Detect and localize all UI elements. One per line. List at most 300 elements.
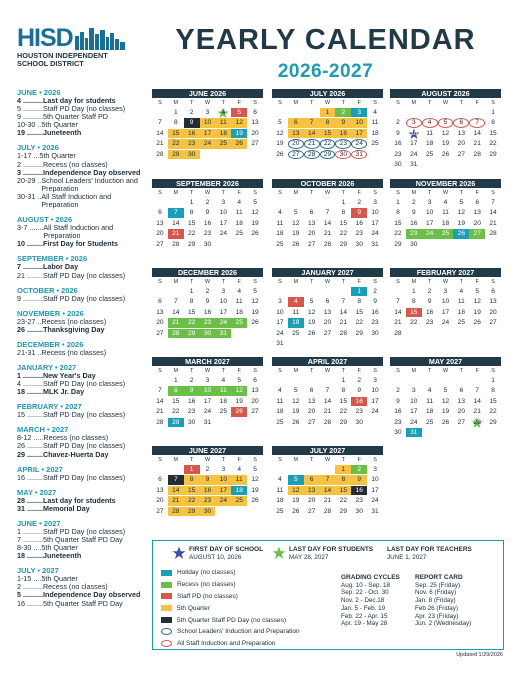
event-item bbox=[17, 451, 147, 459]
day-grid bbox=[390, 99, 501, 169]
month-calendar bbox=[152, 89, 263, 159]
calendar-day: 6 bbox=[253, 109, 257, 116]
calendar-day: 14 bbox=[156, 397, 164, 405]
calendar-day: 30 bbox=[394, 160, 402, 168]
calendar-day: 28 bbox=[469, 418, 485, 427]
calendar-day: 11 bbox=[276, 219, 284, 227]
grading-cycle: Apr. 19 - May 28 bbox=[341, 620, 388, 628]
calendar-day: 28 bbox=[489, 230, 497, 238]
calendar-day: 26 bbox=[231, 139, 247, 148]
calendar-day: 28 bbox=[323, 418, 332, 426]
calendar-day: 9 bbox=[184, 118, 200, 127]
day-grid bbox=[390, 367, 501, 437]
legend-swatch bbox=[161, 617, 172, 623]
calendar-day: 23 bbox=[335, 139, 351, 148]
empty-day bbox=[390, 108, 406, 117]
event-month-heading: APRIL • 2027 bbox=[17, 464, 63, 474]
calendar-day: 16 bbox=[184, 129, 200, 138]
calendar-day: 19 bbox=[292, 497, 300, 505]
calendar-day: 10 bbox=[425, 209, 434, 217]
empty-day bbox=[304, 376, 320, 385]
calendar-day: 9 bbox=[205, 298, 210, 306]
calendar-day: 4 bbox=[278, 476, 282, 484]
month-calendar bbox=[152, 268, 263, 338]
logo-subtitle-1: HOUSTON INDEPENDENT bbox=[17, 51, 108, 60]
calendar-day: 1 bbox=[491, 377, 495, 384]
legend-key-item bbox=[161, 638, 300, 650]
event-month-heading: FEBRUARY • 2027 bbox=[17, 402, 82, 412]
month-heading: JULY 2027 bbox=[272, 446, 383, 455]
calendar-day: 16 bbox=[371, 308, 379, 316]
calendar-day: 20 bbox=[473, 219, 481, 227]
calendar-day: 12 bbox=[288, 486, 304, 495]
event-item bbox=[17, 474, 147, 482]
calendar-day: 27 bbox=[156, 329, 164, 337]
calendar-day: 21 bbox=[168, 496, 184, 505]
weekday-label: W bbox=[204, 100, 211, 106]
calendar-day: 8 bbox=[168, 386, 184, 395]
calendar-day: 29 bbox=[339, 240, 348, 248]
calendar-day: 17 bbox=[410, 408, 418, 416]
calendar-day: 11 bbox=[292, 308, 300, 316]
calendar-day: 4 bbox=[221, 377, 226, 384]
calendar-day: 14 bbox=[394, 308, 402, 316]
legend-label: Staff PD (no classes) bbox=[177, 592, 238, 600]
empty-day bbox=[152, 198, 168, 207]
event-item bbox=[17, 272, 147, 280]
event-text: Memorial Day bbox=[42, 503, 90, 513]
event-month-heading: JANUARY • 2027 bbox=[17, 362, 77, 372]
calendar-day: 11 bbox=[215, 118, 231, 127]
weekday-label: F bbox=[475, 190, 479, 196]
calendar-day: 8 bbox=[173, 119, 178, 127]
calendar-day: 9 bbox=[184, 386, 200, 395]
empty-day bbox=[152, 376, 168, 385]
calendar-day: 31 bbox=[406, 428, 422, 437]
calendar-day: 14 bbox=[304, 129, 320, 138]
calendar-day: 7 bbox=[173, 298, 178, 306]
calendar-day: 23 bbox=[200, 496, 216, 505]
calendar-day: 25 bbox=[425, 418, 434, 426]
calendar-day: 27 bbox=[307, 240, 316, 248]
weekday-label: F bbox=[357, 100, 361, 106]
calendar-day: 5 bbox=[231, 108, 247, 117]
calendar-day: 27 bbox=[251, 140, 259, 148]
calendar-day: 10 bbox=[371, 209, 379, 217]
calendar-day: 2 bbox=[205, 466, 210, 473]
calendar-day: 30 bbox=[335, 150, 351, 159]
calendar-day: 8 bbox=[491, 119, 495, 127]
calendar-day: 26 bbox=[292, 418, 300, 426]
empty-day bbox=[272, 287, 288, 296]
calendar-day: 1 bbox=[411, 288, 416, 295]
event-text: 5th Quarter bbox=[41, 574, 78, 584]
empty-day bbox=[288, 108, 304, 117]
legend-swatch bbox=[161, 570, 172, 576]
calendar-day: 15 bbox=[320, 129, 336, 138]
calendar-day: 3 bbox=[221, 199, 226, 206]
calendar-day: 12 bbox=[251, 209, 259, 217]
calendar-day: 20 bbox=[489, 308, 497, 316]
calendar-day: 30 bbox=[200, 507, 216, 516]
calendar-day: 23 bbox=[203, 230, 212, 238]
event-text: Staff PD Day (no classes) bbox=[42, 104, 126, 114]
calendar-day: 4 bbox=[215, 108, 231, 117]
first-day-key bbox=[189, 546, 263, 561]
star-icon bbox=[172, 546, 186, 560]
calendar-day: 9 bbox=[357, 387, 362, 395]
legend-keys bbox=[161, 567, 300, 650]
calendar-day: 2 bbox=[357, 377, 362, 384]
calendar-day: 11 bbox=[457, 298, 465, 306]
grading-cycles-title: GRADING CYCLES bbox=[341, 574, 400, 581]
weekday-label: T bbox=[189, 190, 194, 196]
event-date: 2 .......... bbox=[17, 582, 43, 592]
calendar-day: 4 bbox=[237, 199, 242, 206]
event-date: 18 ........ bbox=[17, 387, 43, 397]
event-item bbox=[17, 552, 147, 560]
month-calendar bbox=[390, 179, 501, 249]
calendar-day: 29 bbox=[168, 418, 184, 427]
month-heading: MARCH 2027 bbox=[152, 357, 263, 366]
calendar-day: 5 bbox=[438, 118, 454, 127]
weekday-label: M bbox=[173, 457, 179, 463]
calendar-day: 14 bbox=[172, 219, 180, 227]
month-calendar bbox=[272, 89, 383, 159]
legend-key-item bbox=[161, 614, 300, 626]
calendar-day: 3 bbox=[373, 199, 377, 206]
calendar-day: 17 bbox=[219, 219, 228, 227]
weekday-label: T bbox=[189, 279, 194, 285]
calendar-day: 5 bbox=[443, 387, 448, 395]
day-grid bbox=[272, 278, 383, 348]
report-card-date: Feb 26 (Friday) bbox=[415, 604, 459, 612]
weekday-label: F bbox=[357, 368, 361, 374]
weekday-label: T bbox=[189, 368, 194, 374]
event-month-heading: JULY • 2026 bbox=[17, 143, 59, 153]
calendar-day: 12 bbox=[473, 298, 481, 306]
month-calendar bbox=[272, 179, 383, 249]
calendar-day: 28 bbox=[156, 418, 164, 426]
legend-swatch bbox=[161, 582, 172, 588]
weekday-label: T bbox=[221, 368, 226, 374]
calendar-day: 7 bbox=[475, 387, 480, 395]
calendar-day: 22 bbox=[172, 408, 180, 416]
calendar-day: 29 bbox=[339, 507, 348, 515]
event-text: School Leaders' Induction and Preparation bbox=[41, 175, 138, 193]
calendar-day: 17 bbox=[200, 129, 216, 138]
calendar-day: 25 bbox=[215, 139, 231, 148]
calendar-day: 7 bbox=[491, 199, 495, 206]
calendar-day: 6 bbox=[253, 377, 257, 384]
calendar-day: 26 bbox=[441, 418, 450, 426]
weekday-label: F bbox=[357, 457, 361, 463]
calendar-day: 18 bbox=[276, 230, 284, 238]
weekday-label: S bbox=[396, 100, 400, 106]
day-grid bbox=[390, 278, 501, 338]
empty-day bbox=[320, 198, 336, 207]
calendar-day: 7 bbox=[320, 475, 336, 484]
calendar-day: 2 bbox=[205, 199, 210, 206]
calendar-day: 22 bbox=[320, 139, 336, 148]
weekday-label: T bbox=[427, 190, 432, 196]
calendar-day: 3 bbox=[205, 109, 210, 116]
weekday-label: T bbox=[309, 457, 314, 463]
calendar-day: 28 bbox=[394, 329, 402, 337]
calendar-day: 17 bbox=[215, 486, 231, 495]
event-date: 26 ........ bbox=[17, 324, 43, 334]
empty-day bbox=[272, 198, 288, 207]
calendar-day: 23 bbox=[184, 139, 200, 148]
calendar-day: 3 bbox=[373, 377, 377, 384]
calendar-day: 20 bbox=[156, 230, 164, 238]
calendar-day: 13 bbox=[156, 308, 164, 316]
calendar-day: 15 bbox=[187, 308, 196, 316]
month-calendar bbox=[390, 89, 501, 169]
weekday-label: M bbox=[173, 100, 179, 106]
legend-key-item bbox=[161, 567, 300, 579]
calendar-day: 31 bbox=[351, 150, 367, 159]
event-item bbox=[17, 600, 147, 608]
calendar-day: 24 bbox=[441, 319, 450, 327]
event-date: 9 .......... bbox=[17, 293, 43, 303]
event-date: 5 .......... bbox=[17, 590, 43, 600]
calendar-day: 23 bbox=[425, 319, 434, 327]
calendar-day: 10 bbox=[406, 129, 422, 138]
calendar-day: 29 bbox=[184, 507, 200, 516]
weekday-label: S bbox=[491, 190, 495, 196]
calendar-day: 18 bbox=[371, 129, 379, 137]
calendar-day: 28 bbox=[172, 240, 180, 248]
event-text: Staff PD Day (no classes) bbox=[42, 441, 126, 451]
calendar-day: 10 bbox=[200, 118, 216, 127]
weekday-label: T bbox=[309, 190, 314, 196]
calendar-day: 18 bbox=[231, 486, 247, 495]
calendar-day: 19 bbox=[276, 140, 284, 148]
month-calendar bbox=[152, 446, 263, 516]
calendar-day: 18 bbox=[457, 308, 466, 316]
calendar-day: 12 bbox=[292, 219, 300, 227]
grading-cycle: Sep. 22 - Oct. 30 bbox=[341, 589, 389, 597]
event-date: 8-30 .... bbox=[17, 543, 42, 553]
weekday-label: T bbox=[341, 190, 346, 196]
calendar-day: 11 bbox=[371, 119, 379, 127]
calendar-day: 10 bbox=[441, 298, 450, 306]
calendar-day: 1 bbox=[189, 199, 194, 206]
calendar-day: 24 bbox=[219, 230, 228, 238]
calendar-day: 5 bbox=[253, 199, 257, 206]
calendar-day: 17 bbox=[371, 486, 379, 494]
weekday-label: S bbox=[491, 368, 495, 374]
calendar-day: 13 bbox=[307, 397, 316, 405]
event-date: 5 .......... bbox=[17, 104, 43, 114]
event-month-heading: MAY • 2027 bbox=[17, 487, 57, 497]
calendar-day: 28 bbox=[168, 329, 184, 338]
month-heading: JUNE 2026 bbox=[152, 89, 263, 98]
calendar-day: 24 bbox=[215, 496, 231, 505]
calendar-day: 20 bbox=[288, 139, 304, 148]
weekday-label: S bbox=[278, 457, 282, 463]
event-date: 28 ........ bbox=[17, 495, 43, 505]
weekday-label: W bbox=[204, 190, 211, 196]
empty-day bbox=[288, 287, 304, 296]
calendar-day: 22 bbox=[187, 230, 196, 238]
calendar-day: 6 bbox=[459, 387, 464, 395]
weekday-label: W bbox=[442, 368, 449, 374]
calendar-day: 31 bbox=[215, 329, 231, 338]
calendar-day: 6 bbox=[309, 209, 314, 217]
legend-label: 5th Quarter bbox=[177, 604, 210, 612]
calendar-day: 12 bbox=[251, 476, 259, 484]
calendar-day: 8 bbox=[396, 209, 400, 217]
calendar-day: 16 bbox=[355, 219, 363, 227]
event-date: 19 ........ bbox=[17, 128, 43, 138]
day-grid bbox=[152, 278, 263, 338]
calendar-day: 16 bbox=[351, 486, 367, 495]
calendar-day: 9 bbox=[411, 209, 416, 217]
event-text: Independence Day observed bbox=[42, 167, 141, 177]
calendar-day: 8 bbox=[357, 298, 362, 306]
event-month-heading: MARCH • 2027 bbox=[17, 425, 69, 435]
event-month-heading: JULY • 2027 bbox=[17, 566, 59, 576]
calendar-day: 16 bbox=[200, 486, 216, 495]
empty-day bbox=[304, 108, 320, 117]
calendar-day: 26 bbox=[453, 229, 469, 238]
event-date: 1 .......... bbox=[17, 370, 43, 380]
report-card-date: Jan. 8 (Friday) bbox=[415, 597, 456, 605]
calendar-day: 31 bbox=[203, 418, 212, 426]
calendar-day: 19 bbox=[235, 397, 243, 405]
calendar-day: 27 bbox=[307, 418, 316, 426]
calendar-day: 18 bbox=[441, 219, 450, 227]
calendar-day: 19 bbox=[292, 230, 300, 238]
event-text: Recess (no classes) bbox=[41, 316, 107, 326]
calendar-day: 22 bbox=[355, 319, 363, 327]
calendar-day: 19 bbox=[292, 408, 300, 416]
calendar-day: 17 bbox=[276, 319, 284, 327]
empty-day bbox=[469, 108, 485, 117]
calendar-day: 27 bbox=[307, 507, 316, 515]
weekday-label: S bbox=[278, 190, 282, 196]
calendar-day: 18 bbox=[276, 408, 284, 416]
report-card-dates bbox=[415, 574, 471, 628]
calendar-day: 5 bbox=[253, 288, 257, 295]
calendar-day: 7 bbox=[158, 387, 162, 395]
month-heading: FEBRUARY 2027 bbox=[390, 268, 501, 277]
calendar-day: 11 bbox=[276, 397, 284, 405]
month-heading: MAY 2027 bbox=[390, 357, 501, 366]
legend-label: Holiday (no classes) bbox=[177, 569, 236, 577]
calendar-day: 23 bbox=[355, 497, 363, 505]
calendar-day: 15 bbox=[184, 486, 200, 495]
calendar-day: 24 bbox=[422, 229, 438, 238]
weekday-label: F bbox=[237, 190, 241, 196]
weekday-label: M bbox=[411, 368, 417, 374]
empty-day bbox=[304, 465, 320, 474]
calendar-day: 2 bbox=[357, 199, 362, 206]
weekday-label: S bbox=[491, 279, 495, 285]
calendar-day: 17 bbox=[203, 397, 212, 405]
empty-day bbox=[422, 376, 438, 385]
event-text: Staff PD Day (no classes) bbox=[42, 379, 126, 389]
calendar-day: 19 bbox=[251, 219, 259, 227]
calendar-day: 21 bbox=[323, 497, 332, 505]
weekday-label: S bbox=[158, 457, 162, 463]
calendar-day: 29 bbox=[168, 150, 184, 159]
calendar-day: 24 bbox=[410, 150, 418, 158]
calendar-day: 20 bbox=[323, 319, 332, 327]
calendar-day: 3 bbox=[406, 118, 422, 127]
event-text: Staff PD Day (no classes) bbox=[42, 410, 126, 420]
weekday-label: S bbox=[396, 368, 400, 374]
calendar-day: 1 bbox=[341, 199, 346, 206]
calendar-day: 12 bbox=[231, 118, 247, 127]
calendar-day: 25 bbox=[276, 240, 284, 248]
event-date: 23-27 .. bbox=[17, 316, 42, 326]
event-date: 1-17 ... bbox=[17, 151, 40, 161]
calendar-day: 6 bbox=[158, 476, 162, 484]
calendar-day: 6 bbox=[304, 475, 320, 484]
month-calendar bbox=[272, 446, 383, 516]
calendar-day: 27 bbox=[288, 150, 304, 159]
calendar-day: 11 bbox=[442, 209, 449, 217]
calendar-day: 29 bbox=[187, 240, 196, 248]
weekday-label: T bbox=[459, 368, 464, 374]
calendar-day: 17 bbox=[219, 308, 228, 316]
calendar-day: 24 bbox=[351, 139, 367, 148]
empty-day bbox=[438, 108, 454, 117]
calendar-day: 13 bbox=[307, 219, 316, 227]
calendar-day: 15 bbox=[339, 397, 348, 405]
calendar-day: 21 bbox=[323, 230, 332, 238]
calendar-day: 4 bbox=[443, 199, 448, 206]
month-heading: SEPTEMBER 2026 bbox=[152, 179, 263, 188]
calendar-day: 9 bbox=[396, 397, 400, 405]
weekday-label: S bbox=[491, 100, 495, 106]
calendar-day: 30 bbox=[355, 240, 363, 248]
event-date: 26 ........ bbox=[17, 441, 43, 451]
calendar-day: 8 bbox=[335, 475, 351, 484]
event-text: Staff PD Day (no classes) bbox=[42, 293, 126, 303]
calendar-day: 24 bbox=[203, 408, 212, 416]
calendar-day: 11 bbox=[231, 475, 247, 484]
calendar-day: 17 bbox=[410, 140, 418, 148]
calendar-day: 4 bbox=[278, 209, 282, 217]
calendar-day: 26 bbox=[441, 150, 450, 158]
logo-word: HISD bbox=[17, 24, 73, 52]
weekday-label: S bbox=[373, 457, 377, 463]
report-card-date: Apr. 23 (Friday) bbox=[415, 612, 459, 620]
calendar-day: 25 bbox=[457, 319, 466, 327]
calendar-day: 22 bbox=[410, 319, 418, 327]
calendar-day: 19 bbox=[457, 219, 466, 227]
calendar-day: 12 bbox=[441, 397, 450, 405]
calendar-day: 21 bbox=[473, 140, 481, 148]
last-day-students-date: MAY 28, 2027 bbox=[289, 553, 329, 561]
calendar-day: 16 bbox=[351, 397, 367, 406]
calendar-day: 26 bbox=[473, 319, 481, 327]
calendar-day: 6 bbox=[158, 209, 162, 217]
legend-label: All Staff Induction and Preparation bbox=[177, 640, 276, 648]
calendar-day: 27 bbox=[156, 507, 164, 515]
empty-day bbox=[152, 287, 168, 296]
event-item bbox=[17, 193, 147, 209]
calendar-day: 27 bbox=[469, 229, 485, 238]
calendar-day: 6 bbox=[325, 298, 330, 306]
star-icon bbox=[272, 546, 286, 560]
event-date: 4 .......... bbox=[17, 96, 43, 105]
calendar-day: 15 bbox=[394, 219, 402, 227]
